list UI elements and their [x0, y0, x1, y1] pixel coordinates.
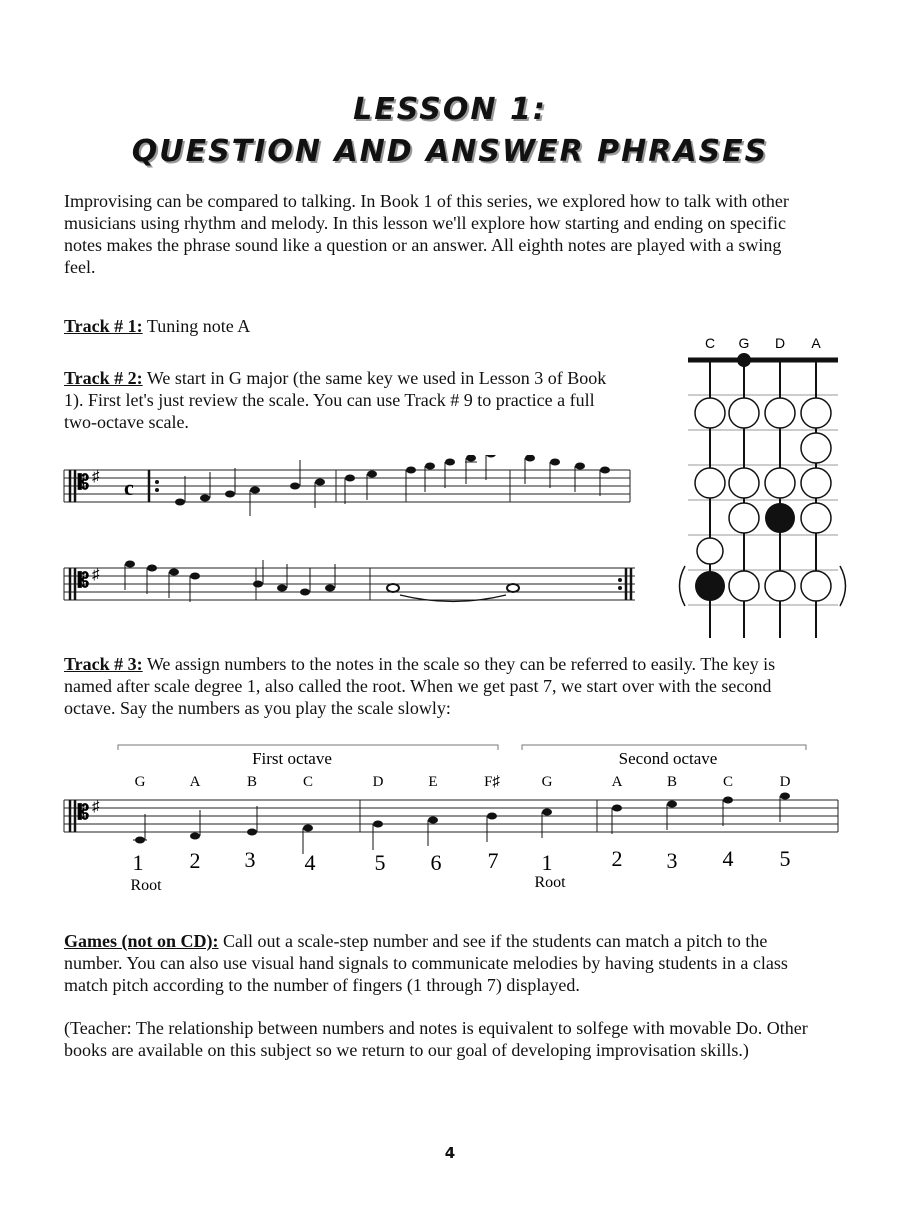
teacher-note: (Teacher: The relationship between numbers and notes is equivalent to solfege with movable Do. Other books are available on this subject so we return to our goal of developing improvisation skills.)	[64, 1018, 808, 1060]
string-label-d: D	[774, 335, 786, 351]
note-name: B	[246, 774, 258, 790]
note-name: C	[302, 774, 314, 790]
scale-degree: 4	[722, 846, 734, 871]
scale-degree: 1	[132, 850, 144, 875]
scale-degree: 6	[430, 850, 442, 875]
note-name: A	[189, 774, 201, 790]
track1-text: Tuning note A	[142, 316, 251, 336]
alto-clef-1: 𝄡	[78, 472, 90, 494]
second-octave-label: Second octave	[618, 749, 718, 768]
scale-degree: 5	[779, 846, 791, 871]
root-label: Root	[130, 877, 162, 894]
scale-degree: 2	[189, 848, 201, 873]
key-sharp-3: ♯	[92, 799, 100, 815]
common-time: c	[124, 475, 134, 500]
games-label: Games (not on CD):	[64, 931, 219, 951]
scale-degree: 2	[611, 846, 623, 871]
scale-degree: 4	[304, 850, 316, 875]
lesson-title-line2: QUESTION AND ANSWER PHRASES	[131, 134, 769, 169]
scale-degree: 3	[244, 847, 256, 872]
fingerboard-diagram	[670, 330, 855, 640]
alto-clef-3: 𝄡	[78, 802, 90, 824]
note-name: C	[722, 774, 734, 790]
string-label-a: A	[811, 335, 821, 351]
scale-degree: 1	[541, 850, 553, 875]
track1-paragraph	[64, 315, 624, 337]
note-name: D	[372, 774, 384, 790]
intro-paragraph: Improvising can be compared to talking. In Book 1 of this series, we explored how to talk with other musicians using rhythm and melody. In this lesson we'll explore how starting and ending on specific notes makes the phrase sound like a question or an answer. All eighth notes are played with a swing feel.	[64, 191, 789, 277]
track3-text: We assign numbers to the notes in the scale so they can be referred to easily. The key is named after scale degree 1, also called the root. When we get past 7, we start over with the second octave. Say the numbers as you play the scale slowly:	[64, 654, 776, 718]
key-sharp-2: ♯	[92, 567, 100, 583]
track3-label: Track # 3:	[64, 654, 143, 674]
games-text: Call out a scale-step number and see if the students can match a pitch to the number. You can also use visual hand signals to communicate melodies by having students in a class match pitch according to the number of fingers (1 through 7) displayed.	[64, 931, 788, 995]
track3-paragraph	[64, 653, 794, 719]
games-paragraph	[64, 930, 824, 996]
first-octave-label: First octave	[252, 749, 332, 768]
page-number: 4	[444, 1144, 456, 1162]
scale-staff-1	[60, 455, 640, 525]
track1-label: Track # 1:	[64, 316, 143, 336]
scale-degree: 7	[487, 848, 499, 873]
note-name: E	[428, 774, 438, 790]
string-label-g: G	[738, 335, 750, 351]
note-name: G	[541, 774, 553, 790]
numbered-scale-diagram	[60, 740, 850, 900]
lesson-title-line1: LESSON 1:	[353, 92, 547, 127]
alto-clef-2: 𝄡	[78, 570, 90, 592]
note-name: B	[666, 774, 678, 790]
string-label-c: C	[704, 335, 716, 351]
scale-staff-2	[60, 560, 640, 620]
root-label: Root	[534, 874, 566, 891]
note-name: F♯	[484, 774, 500, 790]
scale-degree: 5	[374, 850, 386, 875]
scale-degree: 3	[666, 848, 678, 873]
track2-paragraph	[64, 367, 624, 433]
key-sharp-1: ♯	[92, 469, 100, 485]
note-name: G	[134, 774, 146, 790]
track2-text: We start in G major (the same key we used in Lesson 3 of Book 1). First let's just review the scale. You can use Track # 9 to practice a full two-octave scale.	[64, 368, 607, 432]
note-name: D	[779, 774, 791, 790]
note-name: A	[611, 774, 623, 790]
track2-label: Track # 2:	[64, 368, 143, 388]
